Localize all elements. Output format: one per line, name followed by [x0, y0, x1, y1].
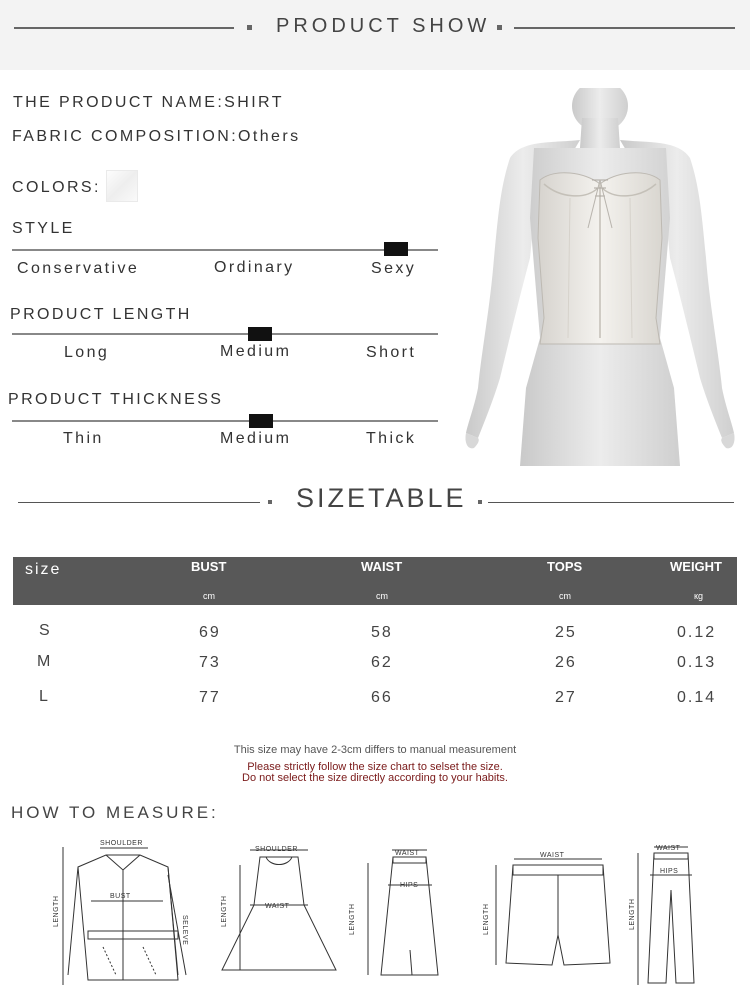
dress-shoulder-label: SHOULDER [255, 846, 298, 853]
table-cell: 0.14 [677, 689, 717, 706]
product-photo [460, 88, 740, 466]
length-scale-marker [248, 327, 272, 341]
measurement-note: This size may have 2-3cm differs to manual measurement [233, 744, 517, 756]
thickness-option-medium: Medium [220, 430, 292, 447]
style-title: STYLE [12, 220, 75, 237]
length-scale-line [12, 333, 438, 335]
dress-diagram [222, 850, 336, 970]
length-option-long: Long [64, 344, 110, 361]
jacket-length-label: LENGTH [53, 895, 60, 927]
skirt-length-label: LENGTH [349, 903, 356, 935]
skirt-waist-label: WAIST [395, 850, 420, 857]
header-dot-right [497, 25, 502, 30]
header-dot-left [247, 25, 252, 30]
jacket-shoulder-label: SHOULDER [100, 840, 143, 847]
style-scale-marker [384, 242, 408, 256]
how-to-measure-title: HOW TO MEASURE: [11, 803, 219, 822]
pants-length-label: LENGTH [629, 898, 636, 930]
fabric-composition: FABRIC COMPOSITION:Others [12, 128, 301, 145]
thickness-scale-marker [249, 414, 273, 428]
thickness-option-thick: Thick [366, 430, 417, 447]
dress-length-label: LENGTH [221, 895, 228, 927]
unit-weight: кg [694, 591, 703, 601]
measure-diagrams [48, 835, 742, 995]
unit-bust: cm [203, 591, 215, 601]
colors-label: COLORS: [12, 179, 101, 196]
product-name: THE PRODUCT NAME:SHIRT [13, 94, 284, 111]
thickness-scale-line [12, 420, 438, 422]
length-title: PRODUCT LENGTH [10, 306, 192, 323]
table-cell: 73 [199, 654, 221, 671]
pants-hips-label: HIPS [660, 868, 679, 875]
col-header-tops: TOPS [547, 559, 583, 574]
pants-waist-label: WAIST [656, 845, 681, 852]
sizetable-dot-left [268, 500, 272, 504]
table-cell: 26 [555, 654, 577, 671]
sizetable-rule-left [18, 502, 260, 503]
table-cell: 66 [371, 689, 393, 706]
jacket-bust-label: BUST [110, 893, 131, 900]
shorts-length-label: LENGTH [483, 903, 490, 935]
unit-tops: cm [559, 591, 571, 601]
sizetable-rule-right [488, 502, 734, 503]
unit-waist: cm [376, 591, 388, 601]
table-cell: 0.12 [677, 624, 717, 641]
shorts-waist-label: WAIST [540, 852, 565, 859]
table-cell: 58 [371, 624, 393, 641]
style-scale-line [12, 249, 438, 251]
col-header-size: size [25, 561, 62, 578]
table-row-size: S [39, 622, 52, 639]
color-swatch-white[interactable] [106, 170, 138, 202]
table-cell: 62 [371, 654, 393, 671]
col-header-waist: WAIST [361, 559, 403, 574]
table-cell: 25 [555, 624, 577, 641]
length-option-short: Short [366, 344, 417, 361]
shorts-diagram [496, 859, 610, 965]
sizetable-dot-right [478, 500, 482, 504]
dress-waist-label: WAIST [265, 903, 290, 910]
table-cell: 27 [555, 689, 577, 706]
table-cell: 69 [199, 624, 221, 641]
length-option-medium: Medium [220, 343, 292, 360]
table-row-size: L [39, 688, 50, 705]
skirt-diagram [368, 850, 438, 975]
thickness-title: PRODUCT THICKNESS [8, 391, 224, 408]
col-header-bust: BUST [191, 559, 227, 574]
skirt-hips-label: HIPS [400, 882, 419, 889]
size-warning-1: Please strictly follow the size chart to selset the size. [247, 761, 503, 773]
size-warning-2: Do not select the size directly according to your habits. [242, 772, 508, 784]
page-title: PRODUCT SHOW [276, 15, 491, 37]
style-option-sexy: Sexy [371, 260, 417, 277]
style-option-ordinary: Ordinary [214, 259, 295, 276]
style-option-conservative: Conservative [17, 260, 140, 277]
header-rule-left [14, 27, 234, 29]
jacket-sleeve-label: SELEVE [181, 915, 188, 946]
thickness-option-thin: Thin [63, 430, 104, 447]
sizetable-title: SIZETABLE [296, 483, 467, 513]
col-header-weight: WEIGHT [670, 559, 722, 574]
table-cell: 77 [199, 689, 221, 706]
table-row-size: M [37, 653, 53, 670]
table-cell: 0.13 [677, 654, 717, 671]
header-rule-right [514, 27, 735, 29]
jacket-diagram [63, 847, 186, 985]
